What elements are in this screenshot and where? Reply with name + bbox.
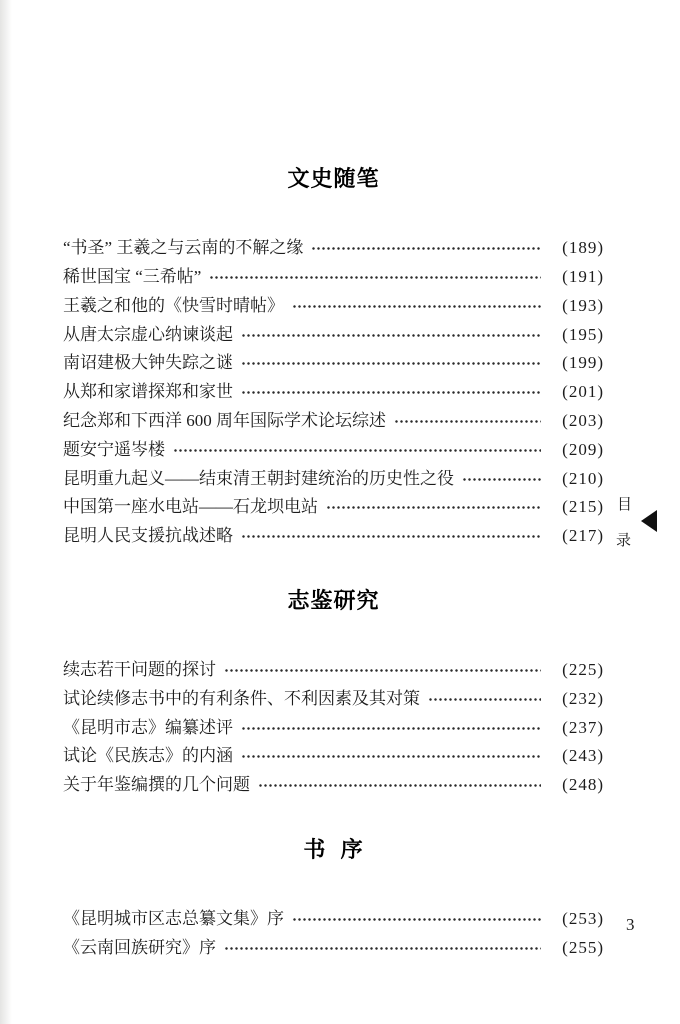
entry-page-number: (217) — [562, 526, 604, 546]
entry-title: 从唐太宗虚心纳谏谈起 — [63, 324, 233, 344]
entry-title: 关于年鉴编撰的几个问题 — [63, 775, 250, 795]
toc-entry-row — [63, 436, 604, 465]
scan-left-edge-artifact — [0, 0, 12, 1024]
dot-leader — [241, 349, 541, 378]
entry-title: 《云南回族研究》序 — [63, 937, 216, 957]
toc-entry-row — [63, 292, 604, 321]
entry-title: “书圣” 王羲之与云南的不解之缘 — [63, 238, 304, 258]
dot-leader — [462, 465, 541, 494]
toc-entry-row — [63, 905, 604, 934]
left-triangle-icon — [641, 510, 657, 532]
dot-leader — [241, 378, 541, 407]
entry-page-number: (210) — [562, 468, 604, 488]
toc-entry-row — [63, 465, 604, 494]
dot-leader — [224, 934, 541, 963]
entry-page-number: (189) — [562, 238, 604, 258]
toc-entry-row — [63, 349, 604, 378]
section-entries — [63, 656, 604, 800]
dot-leader — [241, 714, 541, 743]
entry-title: 稀世国宝 “三希帖” — [63, 267, 202, 287]
toc-entry-row — [63, 934, 604, 963]
dot-leader — [292, 905, 541, 934]
toc-entry-row — [63, 263, 604, 292]
toc-entry-row — [63, 493, 604, 522]
entry-page-number: (255) — [562, 937, 604, 957]
entry-title: 续志若干问题的探讨 — [63, 660, 216, 680]
dot-leader — [292, 292, 541, 321]
section-title: 志鉴研究 — [287, 588, 380, 614]
entry-title: 南诏建极大钟失踪之谜 — [63, 353, 233, 373]
toc-entry-row — [63, 378, 604, 407]
entry-page-number: (248) — [562, 775, 604, 795]
side-tab-char-bottom: 录 — [616, 533, 632, 549]
entry-title: 试论续修志书中的有利条件、不利因素及其对策 — [63, 688, 420, 708]
toc-entry-row — [63, 714, 604, 743]
section-entries — [63, 234, 604, 551]
entry-title: 《昆明市志》编纂述评 — [63, 717, 233, 737]
entry-title: 纪念郑和下西洋 600 周年国际学术论坛综述 — [63, 411, 386, 431]
dot-leader — [209, 263, 541, 292]
entry-page-number: (195) — [562, 324, 604, 344]
entry-page-number: (191) — [562, 267, 604, 287]
dot-leader — [241, 522, 541, 551]
entry-title: 试论《民族志》的内涵 — [63, 746, 233, 766]
toc-entry-row — [63, 234, 604, 263]
entry-title: 题安宁遥岑楼 — [63, 439, 165, 459]
entry-title: 《昆明城市区志总纂文集》序 — [63, 909, 284, 928]
dot-leader — [311, 234, 541, 263]
toc-sections — [63, 164, 604, 962]
entry-title: 中国第一座水电站——石龙坝电站 — [63, 497, 318, 517]
toc-section — [63, 164, 604, 551]
entry-page-number: (225) — [562, 660, 604, 680]
toc-entry-row — [63, 522, 604, 551]
toc-entry-row — [63, 685, 604, 714]
entry-title: 昆明重九起义——结束清王朝封建统治的历史性之役 — [63, 468, 454, 488]
entry-page-number: (253) — [562, 909, 604, 928]
page-folio: 3 — [626, 915, 635, 934]
side-tab-char-top: 目 — [617, 497, 633, 513]
entry-page-number: (237) — [562, 717, 604, 737]
entry-page-number: (201) — [562, 382, 604, 402]
toc-page — [63, 146, 604, 963]
entry-page-number: (199) — [562, 353, 604, 373]
toc-entry-row — [63, 742, 604, 771]
entry-page-number: (215) — [562, 497, 604, 517]
dot-leader — [241, 321, 541, 350]
entry-page-number: (243) — [562, 746, 604, 766]
dot-leader — [428, 685, 541, 714]
entry-page-number: (209) — [562, 439, 604, 459]
dot-leader — [258, 771, 541, 800]
entry-page-number: (193) — [562, 295, 604, 315]
dot-leader — [173, 436, 541, 465]
dot-leader — [326, 493, 541, 522]
entry-page-number: (203) — [562, 411, 604, 431]
dot-leader — [241, 742, 541, 771]
dot-leader — [224, 656, 541, 685]
section-title: 文史随笔 — [287, 166, 380, 192]
toc-entry-row — [63, 321, 604, 350]
entry-page-number: (232) — [562, 688, 604, 708]
toc-section — [63, 586, 604, 800]
toc-entry-row — [63, 407, 604, 436]
section-entries — [63, 905, 604, 963]
dot-leader — [394, 407, 541, 436]
toc-entry-row — [63, 656, 604, 685]
entry-title: 从郑和家谱探郑和家世 — [63, 382, 233, 402]
toc-entry-row — [63, 771, 604, 800]
toc-section — [63, 835, 604, 963]
entry-title: 王羲之和他的《快雪时晴帖》 — [63, 295, 284, 315]
section-title: 书 序 — [303, 837, 364, 862]
entry-title: 昆明人民支援抗战述略 — [63, 526, 233, 546]
